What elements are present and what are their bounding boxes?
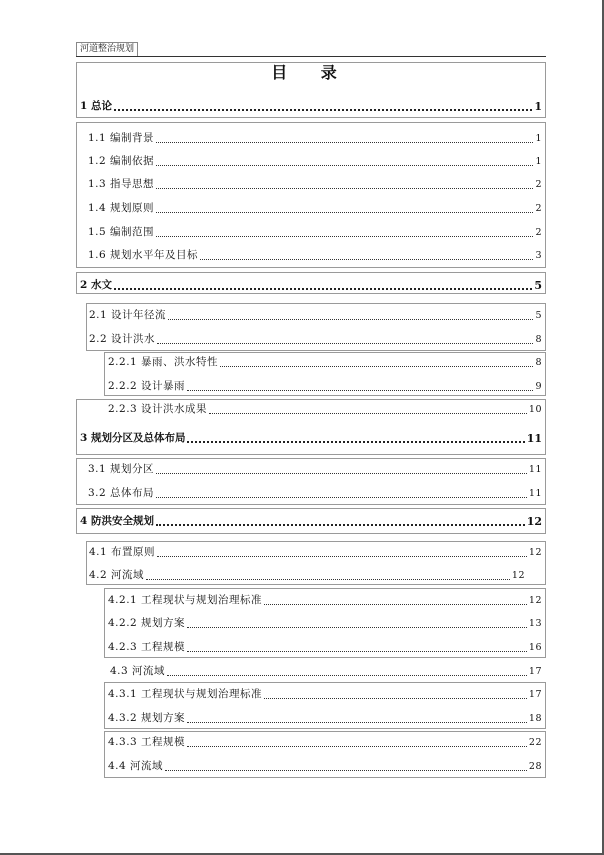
entry-text: 4 防洪安全规划	[80, 515, 154, 527]
entry-page: 2	[535, 227, 542, 238]
toc-entry[interactable]	[80, 100, 542, 113]
leader-dots	[156, 235, 533, 237]
entry-text: 3.2 总体布局	[88, 487, 155, 499]
toc-entry[interactable]	[110, 665, 542, 678]
leader-dots	[114, 108, 532, 111]
toc-entry[interactable]	[108, 617, 542, 630]
entry-page: 12	[528, 547, 542, 558]
entry-text: 2 水文	[80, 279, 112, 291]
entry-text: 4.3 河流域	[110, 665, 166, 677]
leader-dots	[156, 523, 525, 526]
leader-dots	[264, 697, 527, 699]
entry-page: 9	[535, 381, 542, 392]
entry-text: 2.2.1 暴雨、洪水特性	[108, 356, 219, 368]
entry-page: 17	[528, 689, 542, 700]
leader-dots	[156, 187, 533, 189]
entry-page: 13	[528, 618, 542, 629]
leader-dots	[187, 440, 524, 443]
entry-page: 28	[528, 761, 542, 772]
entry-text: 2.2.2 设计暴雨	[108, 380, 186, 392]
entry-text: 2.2 设计洪水	[89, 333, 156, 345]
toc-entry[interactable]	[88, 463, 542, 476]
entry-page: 5	[534, 279, 542, 292]
toc-entry[interactable]	[88, 226, 542, 239]
entry-text: 4.3.3 工程规模	[108, 736, 186, 748]
entry-text: 2.1 设计年径流	[89, 309, 167, 321]
leader-dots	[187, 389, 533, 391]
toc-entry[interactable]	[88, 202, 542, 215]
toc-entry[interactable]	[80, 432, 542, 445]
toc-entry[interactable]	[108, 760, 542, 773]
entry-text: 1.6 规划水平年及目标	[88, 249, 199, 261]
entry-text: 4.2.1 工程现状与规划治理标准	[108, 594, 263, 606]
leader-dots	[156, 496, 527, 498]
entry-text: 2.2.3 设计洪水成果	[108, 403, 208, 415]
entry-text: 4.1 布置原则	[89, 546, 156, 558]
toc-entry[interactable]	[88, 132, 542, 145]
entry-page: 5	[535, 310, 542, 321]
entry-text: 4.2 河流域	[89, 569, 145, 581]
entry-page: 11	[528, 488, 542, 499]
entry-page: 22	[528, 737, 542, 748]
entry-text: 1.1 编制背景	[88, 132, 155, 144]
entry-page: 3	[535, 250, 542, 261]
leader-dots	[146, 578, 510, 580]
toc-entry[interactable]	[88, 155, 542, 168]
entry-page: 1	[535, 133, 542, 144]
toc-entry[interactable]	[88, 249, 542, 262]
leader-dots	[264, 603, 527, 605]
entry-page: 2	[535, 179, 542, 190]
toc-entry[interactable]	[89, 309, 542, 322]
entry-text: 1.4 规划原则	[88, 202, 155, 214]
leader-dots	[157, 342, 533, 344]
toc-entry[interactable]	[108, 594, 542, 607]
leader-dots	[187, 650, 527, 652]
leader-dots	[187, 626, 527, 628]
toc-entry[interactable]	[88, 487, 542, 500]
entry-page: 11	[528, 464, 542, 475]
running-header: 河道整治规划	[76, 42, 138, 57]
entry-page: 11	[526, 432, 542, 445]
entry-text: 4.2.3 工程规模	[108, 641, 186, 653]
toc-entry[interactable]	[89, 546, 542, 559]
entry-text: 1.3 指导思想	[88, 178, 155, 190]
entry-page: 18	[528, 713, 542, 724]
toc-entry[interactable]	[80, 515, 542, 528]
toc-title: 目 录	[271, 63, 351, 82]
leader-dots	[156, 141, 533, 143]
toc-entry[interactable]	[89, 333, 542, 346]
entry-page: 17	[528, 666, 542, 677]
entry-page: 8	[535, 334, 542, 345]
leader-dots	[165, 769, 527, 771]
entry-page: 12	[526, 515, 542, 528]
toc-entry[interactable]	[108, 641, 542, 654]
entry-text: 1.5 编制范围	[88, 226, 155, 238]
toc-entry[interactable]	[108, 403, 542, 416]
leader-dots	[157, 555, 527, 557]
entry-page: 8	[535, 357, 542, 368]
entry-text: 1.2 编制依据	[88, 155, 155, 167]
leader-dots	[156, 164, 533, 166]
toc-entry[interactable]	[108, 712, 542, 725]
leader-dots	[156, 472, 527, 474]
leader-dots	[156, 211, 533, 213]
leader-dots	[114, 287, 532, 290]
entry-page: 1	[535, 156, 542, 167]
leader-dots	[200, 258, 533, 260]
entry-page: 12	[511, 570, 525, 581]
leader-dots	[187, 745, 527, 747]
entry-page: 2	[535, 203, 542, 214]
leader-dots	[220, 365, 533, 367]
entry-text: 1 总论	[80, 100, 112, 112]
entry-page: 1	[534, 100, 542, 113]
toc-entry[interactable]	[80, 279, 542, 292]
toc-entry[interactable]	[108, 380, 542, 393]
entry-page: 12	[528, 595, 542, 606]
toc-entry[interactable]	[108, 736, 542, 749]
leader-dots	[168, 318, 533, 320]
header-rule	[76, 56, 546, 57]
toc-entry[interactable]	[108, 356, 542, 369]
leader-dots	[167, 674, 527, 676]
entry-text: 4.4 河流域	[108, 760, 164, 772]
leader-dots	[209, 412, 527, 414]
leader-dots	[187, 721, 527, 723]
toc-entry[interactable]	[89, 569, 525, 582]
entry-text: 4.3.2 规划方案	[108, 712, 186, 724]
entry-page: 16	[528, 642, 542, 653]
toc-entry[interactable]	[108, 688, 542, 701]
entry-text: 4.2.2 规划方案	[108, 617, 186, 629]
entry-page: 10	[528, 404, 542, 415]
entry-text: 3 规划分区及总体布局	[80, 432, 186, 444]
toc-entry[interactable]	[88, 178, 542, 191]
entry-text: 4.3.1 工程现状与规划治理标准	[108, 688, 263, 700]
entry-text: 3.1 规划分区	[88, 463, 155, 475]
